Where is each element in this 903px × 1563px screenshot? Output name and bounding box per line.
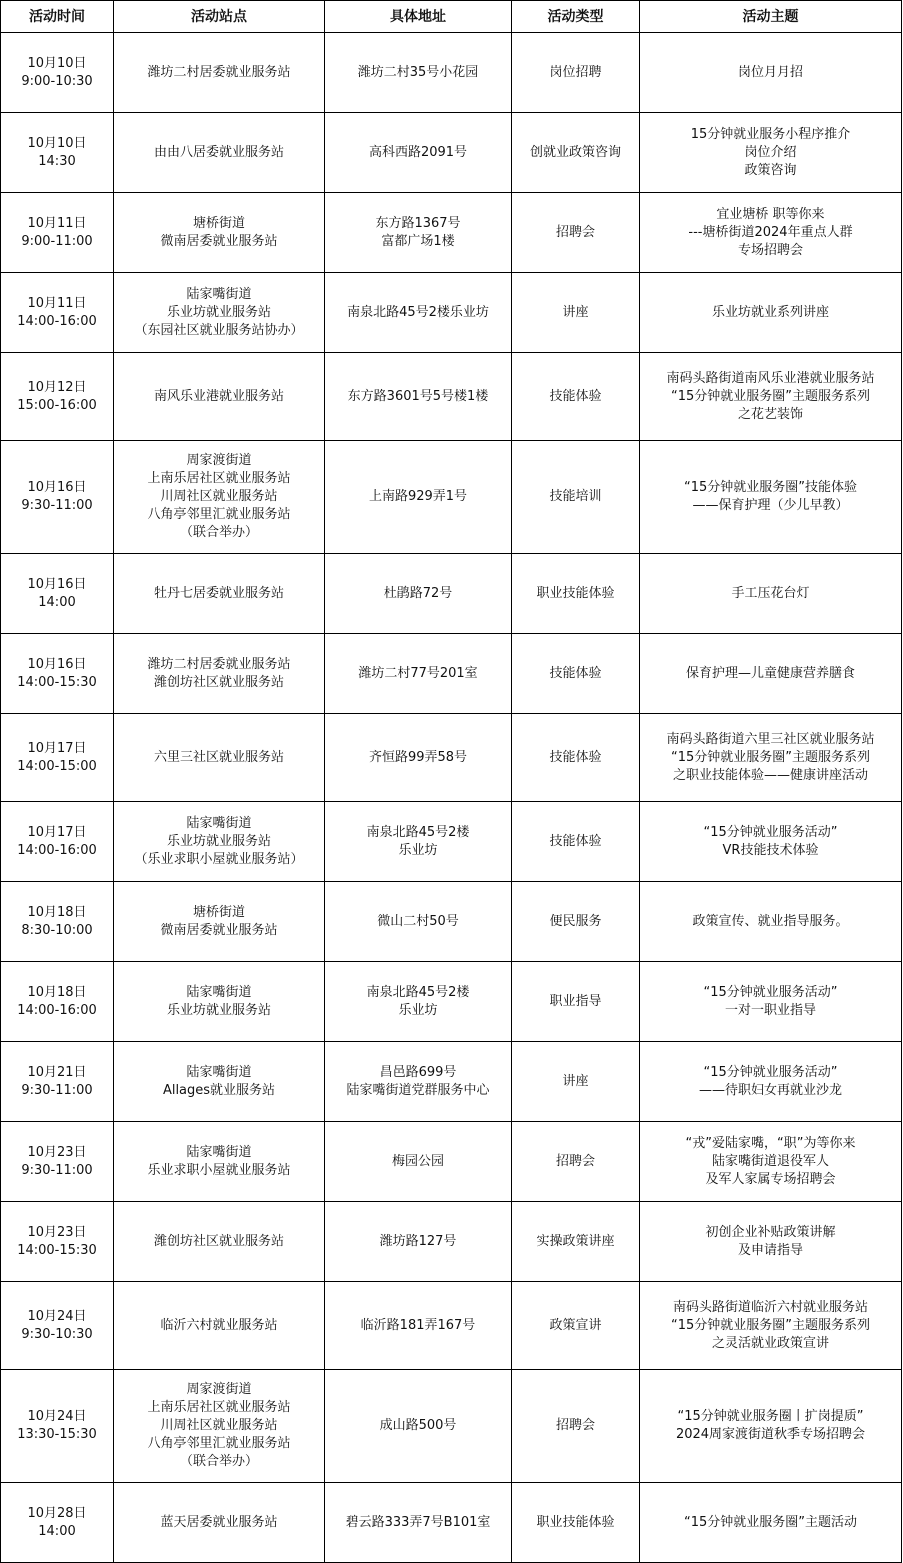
cell-theme	[640, 1042, 902, 1122]
station-line: 乐业坊就业服务站	[166, 304, 271, 320]
time-line: 9:00-10:30	[21, 73, 93, 89]
address-line: 高科西路2091号	[368, 144, 468, 160]
cell-time	[1, 441, 114, 554]
address-line: 乐业坊	[398, 842, 438, 858]
time-line: 14:00-15:30	[17, 1242, 97, 1258]
theme-line: 专场招聘会	[737, 242, 803, 258]
station-line: 川周社区就业服务站	[160, 489, 278, 504]
station-line: （联合举办）	[179, 525, 258, 540]
cell-station	[114, 1483, 325, 1563]
theme-line: 初创企业补贴政策讲解	[705, 1224, 836, 1240]
type-line: 讲座	[562, 1073, 589, 1089]
table-header	[1, 1, 902, 33]
station-line: 八角亭邻里汇就业服务站	[147, 507, 291, 522]
cell-address	[325, 441, 512, 554]
time-line: 10月18日	[27, 984, 87, 1000]
theme-line: 2024周家渡街道秋季专场招聘会	[675, 1427, 866, 1442]
cell-address	[325, 33, 512, 113]
time-line: 14:00-16:00	[17, 313, 97, 329]
cell-station	[114, 802, 325, 882]
time-line: 14:00-16:00	[17, 842, 97, 858]
address-line: 南泉北路45号2楼	[366, 824, 470, 840]
table-row	[1, 273, 902, 353]
type-line: 实操政策讲座	[536, 1233, 615, 1249]
type-line: 技能体验	[549, 749, 602, 765]
address-line: 富都广场1楼	[381, 233, 455, 249]
time-line: 15:00-16:00	[17, 397, 97, 413]
time-line: 10月10日	[27, 135, 87, 151]
cell-station	[114, 33, 325, 113]
cell-station	[114, 962, 325, 1042]
cell-station	[114, 714, 325, 802]
theme-line: 之花艺装饰	[737, 406, 803, 422]
cell-station	[114, 113, 325, 193]
cell-time	[1, 353, 114, 441]
address-line: 碧云路333弄7号B101室	[345, 1514, 491, 1530]
cell-type	[512, 802, 640, 882]
theme-line: “15分钟就业服务圈”主题服务系列	[670, 388, 870, 404]
table-row	[1, 1202, 902, 1282]
cell-time	[1, 1202, 114, 1282]
type-line: 讲座	[562, 304, 589, 320]
type-line: 招聘会	[555, 1418, 595, 1433]
time-line: 13:30-15:30	[17, 1427, 97, 1442]
type-line: 职业技能体验	[536, 585, 615, 601]
table-row	[1, 634, 902, 714]
address-line: 成山路500号	[379, 1418, 457, 1433]
cell-type	[512, 1202, 640, 1282]
type-line: 政策宣讲	[549, 1317, 602, 1333]
station-line: 陆家嘴街道	[186, 1064, 252, 1080]
cell-theme	[640, 1122, 902, 1202]
address-line: 陆家嘴街道党群服务中心	[346, 1082, 490, 1098]
cell-time	[1, 1282, 114, 1370]
cell-address	[325, 193, 512, 273]
time-line: 10月17日	[27, 824, 87, 840]
address-line: 梅园公园	[391, 1153, 444, 1169]
table-row	[1, 802, 902, 882]
header-type: 活动类型	[512, 1, 640, 33]
address-line: 南泉北路45号2楼乐业坊	[347, 304, 489, 320]
cell-type	[512, 634, 640, 714]
station-line: 潍坊二村居委就业服务站	[147, 64, 291, 80]
table-row	[1, 113, 902, 193]
time-line: 14:30	[38, 153, 76, 169]
theme-line: 及申请指导	[737, 1242, 803, 1258]
time-line: 10月16日	[27, 480, 87, 495]
cell-theme	[640, 802, 902, 882]
time-line: 10月21日	[27, 1064, 87, 1080]
type-line: 职业指导	[549, 993, 602, 1009]
table-row	[1, 1483, 902, 1563]
time-line: 9:00-11:00	[21, 233, 93, 249]
table-row	[1, 1370, 902, 1483]
theme-line: 南码头路街道临沂六村就业服务站	[672, 1299, 868, 1315]
cell-time	[1, 33, 114, 113]
header-address: 具体地址	[325, 1, 512, 33]
cell-time	[1, 634, 114, 714]
time-line: 8:30-10:00	[21, 922, 93, 938]
time-line: 10月10日	[27, 55, 87, 71]
type-line: 招聘会	[555, 1153, 595, 1169]
address-line: 南泉北路45号2楼	[366, 984, 470, 1000]
header-row	[1, 1, 902, 33]
theme-line: ——待职妇女再就业沙龙	[698, 1082, 842, 1098]
theme-line: 宜业塘桥 职等你来	[716, 206, 825, 222]
cell-theme	[640, 441, 902, 554]
cell-station	[114, 193, 325, 273]
cell-address	[325, 1122, 512, 1202]
station-line: 乐业坊就业服务站	[166, 1002, 271, 1018]
cell-type	[512, 353, 640, 441]
station-line: 微南居委就业服务站	[160, 233, 278, 249]
station-line: 陆家嘴街道	[186, 815, 252, 831]
theme-line: “15分钟就业服务圈”技能体验	[683, 480, 857, 495]
station-line: Allages就业服务站	[162, 1082, 276, 1098]
cell-theme	[640, 1370, 902, 1483]
cell-station	[114, 554, 325, 634]
cell-station	[114, 1122, 325, 1202]
cell-time	[1, 962, 114, 1042]
address-line: 杜鹃路72号	[383, 585, 453, 601]
type-line: 创就业政策咨询	[529, 144, 621, 160]
time-line: 9:30-11:00	[21, 1162, 93, 1178]
theme-line: 一对一职业指导	[724, 1002, 816, 1018]
address-line: 潍坊二村35号小花园	[357, 64, 479, 80]
theme-line: “15分钟就业服务活动”	[703, 1064, 838, 1080]
station-line: 周家渡街道	[186, 1382, 252, 1397]
header-station: 活动站点	[114, 1, 325, 33]
theme-line: 之职业技能体验——健康讲座活动	[672, 767, 868, 783]
cell-time	[1, 1042, 114, 1122]
time-line: 9:30-10:30	[21, 1326, 93, 1342]
time-line: 10月24日	[27, 1409, 87, 1424]
theme-line: 政策咨询	[744, 162, 797, 178]
cell-address	[325, 962, 512, 1042]
theme-line: “15分钟就业服务圈”主题服务系列	[670, 1317, 870, 1333]
cell-type	[512, 113, 640, 193]
station-line: 潍创坊社区就业服务站	[153, 1233, 284, 1249]
cell-theme	[640, 353, 902, 441]
type-line: 技能体验	[549, 665, 602, 681]
station-line: 陆家嘴街道	[186, 984, 252, 1000]
header-theme: 活动主题	[640, 1, 902, 33]
cell-address	[325, 554, 512, 634]
theme-line: 陆家嘴街道退役军人	[711, 1153, 829, 1169]
header-time: 活动时间	[1, 1, 114, 33]
address-line: 微山二村50号	[377, 913, 459, 929]
theme-line: 乐业坊就业系列讲座	[711, 304, 829, 320]
theme-line: “15分钟就业服务活动”	[703, 824, 838, 840]
type-line: 招聘会	[555, 224, 595, 240]
station-line: （东园社区就业服务站协办）	[134, 322, 304, 338]
cell-address	[325, 714, 512, 802]
cell-time	[1, 554, 114, 634]
cell-theme	[640, 273, 902, 353]
table-row	[1, 33, 902, 113]
cell-address	[325, 273, 512, 353]
time-line: 10月23日	[27, 1224, 87, 1240]
cell-theme	[640, 113, 902, 193]
cell-station	[114, 1370, 325, 1483]
station-line: 乐业求职小屋就业服务站	[147, 1162, 291, 1178]
theme-line: 南码头路街道南风乐业港就业服务站	[666, 370, 875, 386]
type-line: 技能培训	[549, 489, 602, 504]
type-line: 技能体验	[549, 833, 602, 849]
station-line: 川周社区就业服务站	[160, 1418, 278, 1433]
station-line: 上南乐居社区就业服务站	[147, 471, 291, 486]
address-line: 临沂路181弄167号	[360, 1317, 476, 1333]
theme-line: “15分钟就业服务圈”主题服务系列	[670, 749, 870, 765]
time-line: 10月28日	[27, 1505, 87, 1521]
cell-time	[1, 714, 114, 802]
table-row	[1, 714, 902, 802]
cell-theme	[640, 33, 902, 113]
cell-address	[325, 802, 512, 882]
table-row	[1, 554, 902, 634]
time-line: 10月24日	[27, 1308, 87, 1324]
cell-type	[512, 33, 640, 113]
cell-theme	[640, 962, 902, 1042]
station-line: 蓝天居委就业服务站	[160, 1514, 278, 1530]
theme-line: 保育护理—儿童健康营养膳食	[685, 665, 855, 681]
type-line: 技能体验	[549, 388, 602, 404]
theme-line: VR技能技术体验	[722, 842, 819, 858]
table-row	[1, 1282, 902, 1370]
address-line: 潍坊二村77号201室	[358, 665, 478, 681]
table-row	[1, 1122, 902, 1202]
address-line: 齐恒路99弄58号	[368, 749, 468, 765]
station-line: 六里三社区就业服务站	[153, 749, 284, 765]
station-line: （乐业求职小屋就业服务站）	[134, 851, 304, 867]
cell-station	[114, 882, 325, 962]
station-line: 潍坊二村居委就业服务站	[147, 656, 291, 672]
time-line: 10月16日	[27, 576, 87, 592]
cell-address	[325, 113, 512, 193]
time-line: 10月11日	[27, 295, 87, 311]
theme-line: 岗位月月招	[737, 64, 803, 80]
time-line: 14:00-15:00	[17, 758, 97, 774]
type-line: 岗位招聘	[549, 64, 602, 80]
table-body	[1, 33, 902, 1563]
cell-address	[325, 1483, 512, 1563]
cell-type	[512, 1042, 640, 1122]
time-line: 14:00	[38, 594, 76, 610]
cell-theme	[640, 882, 902, 962]
cell-station	[114, 353, 325, 441]
cell-address	[325, 353, 512, 441]
cell-type	[512, 1370, 640, 1483]
cell-time	[1, 1122, 114, 1202]
cell-address	[325, 1370, 512, 1483]
type-line: 职业技能体验	[536, 1514, 615, 1530]
cell-theme	[640, 714, 902, 802]
address-line: 东方路1367号	[375, 215, 461, 231]
cell-time	[1, 1370, 114, 1483]
cell-type	[512, 554, 640, 634]
cell-station	[114, 1042, 325, 1122]
cell-address	[325, 1202, 512, 1282]
cell-theme	[640, 634, 902, 714]
station-line: 八角亭邻里汇就业服务站	[147, 1436, 291, 1451]
table-row	[1, 441, 902, 554]
time-line: 10月11日	[27, 215, 87, 231]
cell-station	[114, 441, 325, 554]
theme-line: 岗位介绍	[744, 144, 797, 160]
station-line: 潍创坊社区就业服务站	[153, 674, 284, 690]
station-line: 乐业坊就业服务站	[166, 833, 271, 849]
cell-time	[1, 193, 114, 273]
station-line: 周家渡街道	[186, 453, 252, 468]
time-line: 14:00-15:30	[17, 674, 97, 690]
cell-type	[512, 1282, 640, 1370]
time-line: 14:00-16:00	[17, 1002, 97, 1018]
station-line: 塘桥街道	[192, 904, 245, 920]
cell-time	[1, 273, 114, 353]
station-line: 微南居委就业服务站	[160, 922, 278, 938]
time-line: 10月16日	[27, 656, 87, 672]
table-row	[1, 962, 902, 1042]
time-line: 9:30-11:00	[21, 1082, 93, 1098]
theme-line: 及军人家属专场招聘会	[705, 1171, 836, 1187]
address-line: 昌邑路699号	[379, 1064, 457, 1080]
time-line: 9:30-11:00	[21, 498, 93, 513]
theme-line: 15分钟就业服务小程序推介	[690, 126, 851, 142]
table-row	[1, 193, 902, 273]
cell-type	[512, 1483, 640, 1563]
cell-address	[325, 882, 512, 962]
theme-line: “15分钟就业服务圈”主题活动	[683, 1514, 857, 1530]
theme-line: 之灵活就业政策宣讲	[711, 1335, 829, 1351]
cell-time	[1, 1483, 114, 1563]
station-line: 陆家嘴街道	[186, 286, 252, 302]
station-line: 陆家嘴街道	[186, 1144, 252, 1160]
time-line: 10月17日	[27, 740, 87, 756]
table-row	[1, 353, 902, 441]
cell-theme	[640, 1202, 902, 1282]
cell-theme	[640, 193, 902, 273]
type-line: 便民服务	[549, 913, 602, 929]
address-line: 东方路3601号5号楼1楼	[347, 388, 489, 404]
address-line: 潍坊路127号	[379, 1233, 457, 1249]
cell-type	[512, 962, 640, 1042]
cell-address	[325, 1282, 512, 1370]
station-line: 牡丹七居委就业服务站	[153, 585, 284, 601]
cell-address	[325, 634, 512, 714]
station-line: 塘桥街道	[192, 215, 245, 231]
cell-type	[512, 193, 640, 273]
cell-address	[325, 1042, 512, 1122]
cell-type	[512, 1122, 640, 1202]
cell-type	[512, 441, 640, 554]
station-line: 由由八居委就业服务站	[153, 144, 284, 160]
time-line: 14:00	[38, 1523, 76, 1539]
theme-line: “15分钟就业服务活动”	[703, 984, 838, 1000]
time-line: 10月23日	[27, 1144, 87, 1160]
station-line: 南风乐业港就业服务站	[153, 388, 284, 404]
cell-time	[1, 802, 114, 882]
station-line: （联合举办）	[179, 1454, 258, 1469]
cell-type	[512, 714, 640, 802]
theme-line: 政策宣传、就业指导服务。	[692, 913, 849, 929]
cell-time	[1, 113, 114, 193]
theme-line: 南码头路街道六里三社区就业服务站	[666, 731, 875, 747]
theme-line: 手工压花台灯	[731, 585, 810, 601]
table-row	[1, 882, 902, 962]
theme-line: ——保育护理（少儿早教）	[692, 498, 849, 513]
cell-station	[114, 634, 325, 714]
address-line: 乐业坊	[398, 1002, 438, 1018]
address-line: 上南路929弄1号	[368, 489, 468, 504]
cell-type	[512, 273, 640, 353]
cell-theme	[640, 554, 902, 634]
cell-station	[114, 273, 325, 353]
cell-station	[114, 1282, 325, 1370]
station-line: 上南乐居社区就业服务站	[147, 1400, 291, 1415]
cell-time	[1, 882, 114, 962]
cell-type	[512, 882, 640, 962]
theme-line: ---塘桥街道2024年重点人群	[688, 224, 853, 240]
time-line: 10月18日	[27, 904, 87, 920]
cell-theme	[640, 1483, 902, 1563]
station-line: 临沂六村就业服务站	[160, 1317, 278, 1333]
cell-theme	[640, 1282, 902, 1370]
table-row	[1, 1042, 902, 1122]
theme-line: “15分钟就业服务圈丨扩岗提质”	[677, 1409, 864, 1424]
theme-line: “戎”爱陆家嘴，“职”为等你来	[685, 1135, 856, 1151]
time-line: 10月12日	[27, 379, 87, 395]
cell-station	[114, 1202, 325, 1282]
